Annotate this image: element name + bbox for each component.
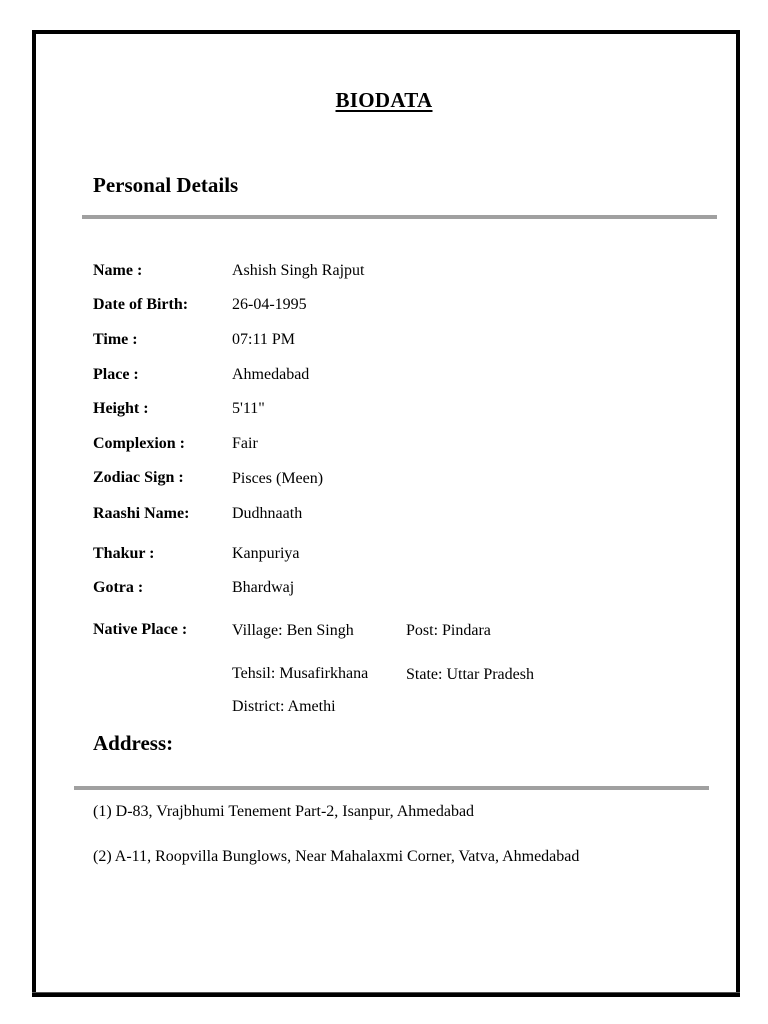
raashi-label: Raashi Name:	[93, 505, 190, 522]
native-state: State: Uttar Pradesh	[406, 666, 534, 683]
thakur-label: Thakur :	[93, 545, 155, 562]
place-label: Place :	[93, 366, 139, 383]
zodiac-value: Pisces (Meen)	[232, 470, 324, 487]
dob-label: Date of Birth:	[93, 296, 189, 313]
thakur-value: Kanpuriya	[232, 545, 300, 562]
place-value: Ahmedabad	[232, 366, 310, 383]
dob-value: 26-04-1995	[232, 296, 307, 313]
name-label: Name :	[93, 262, 143, 279]
document-title: BIODATA	[335, 88, 433, 112]
address-line-1: (1) D-83, Vrajbhumi Tenement Part-2, Isanpur, Ahmedabad	[93, 803, 475, 820]
address-heading: Address:	[93, 731, 174, 755]
time-value: 07:11 PM	[232, 331, 295, 348]
personal-details-divider	[82, 215, 717, 219]
native-place-label: Native Place :	[93, 621, 188, 638]
address-divider	[74, 786, 709, 790]
gotra-label: Gotra :	[93, 579, 144, 596]
address-line-2: (2) A-11, Roopvilla Bunglows, Near Mahalaxmi Corner, Vatva, Ahmedabad	[93, 848, 580, 865]
complexion-label: Complexion :	[93, 435, 185, 452]
gotra-value: Bhardwaj	[232, 579, 295, 596]
name-value: Ashish Singh Rajput	[232, 262, 365, 279]
native-village: Village: Ben Singh	[232, 622, 354, 639]
time-label: Time :	[93, 331, 138, 348]
page-border-shadow	[32, 992, 740, 993]
native-district: District: Amethi	[232, 698, 336, 715]
complexion-value: Fair	[232, 435, 258, 452]
native-tehsil: Tehsil: Musafirkhana	[232, 665, 369, 682]
height-value: 5'11"	[232, 400, 265, 417]
native-post: Post: Pindara	[406, 622, 491, 639]
zodiac-label: Zodiac Sign :	[93, 469, 184, 486]
height-label: Height :	[93, 400, 149, 417]
personal-details-heading: Personal Details	[93, 173, 239, 197]
raashi-value: Dudhnaath	[232, 505, 303, 522]
